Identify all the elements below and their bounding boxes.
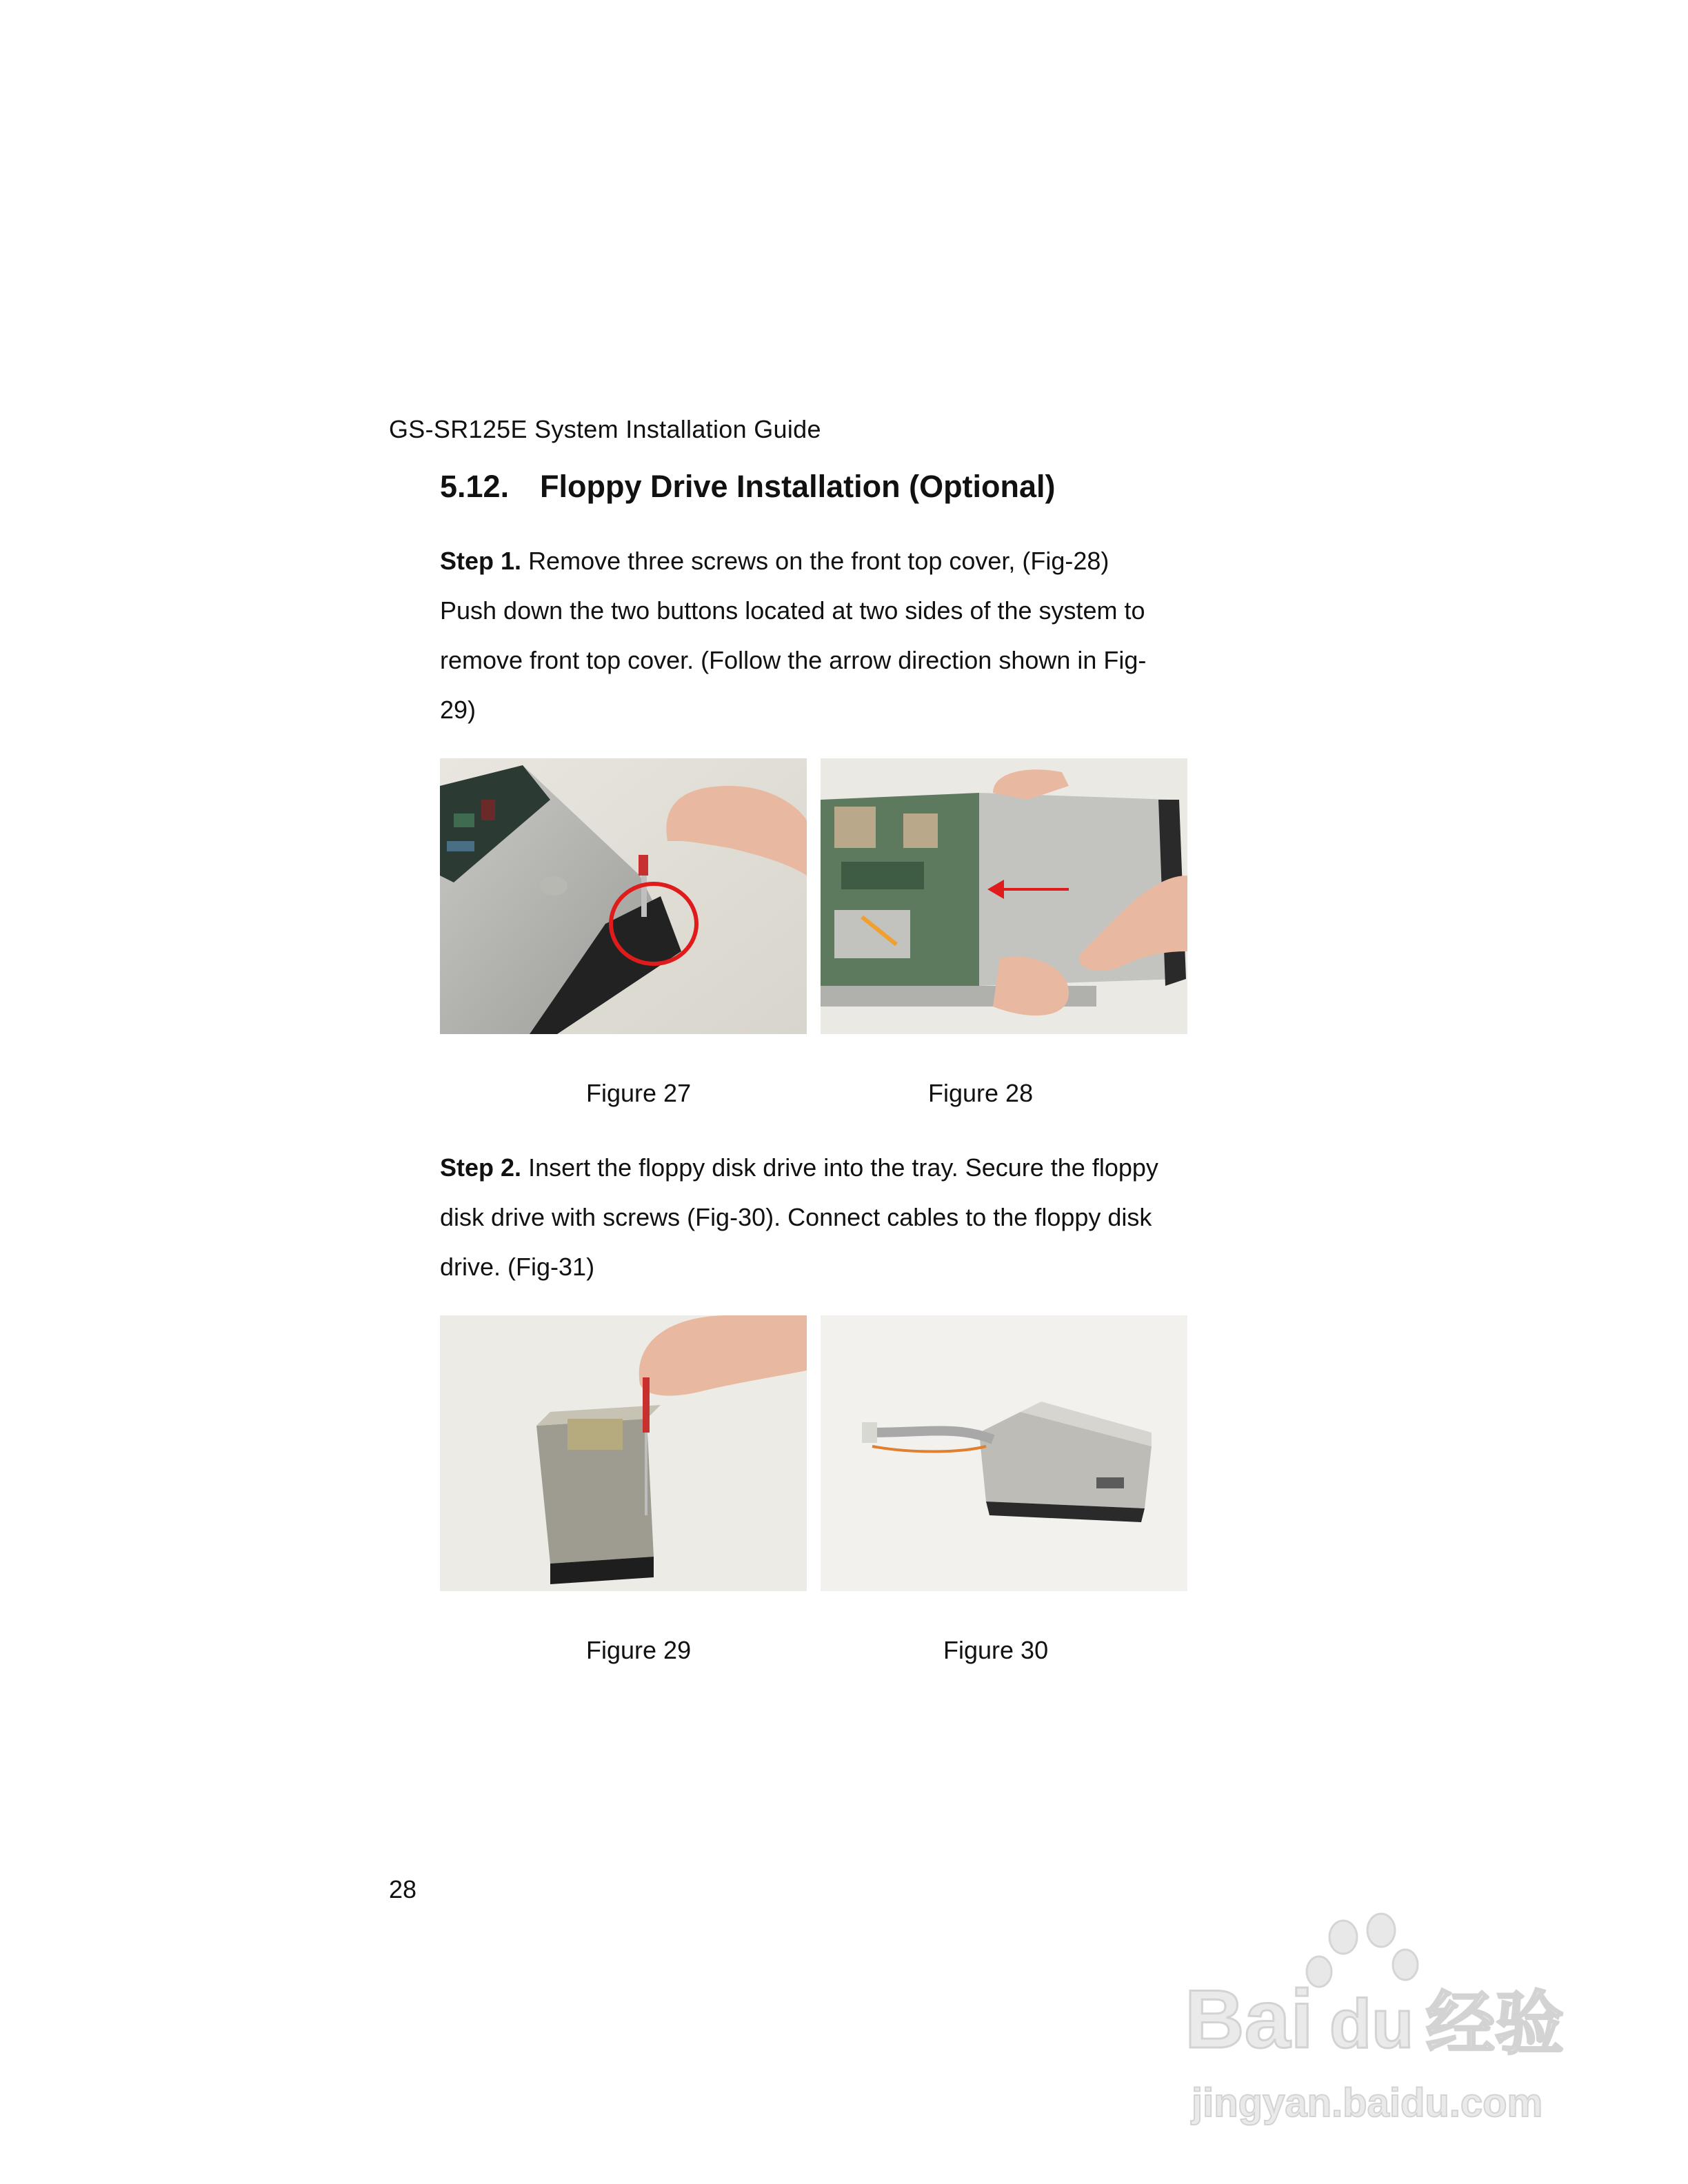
figure-30-caption: Figure 30 [943,1636,1049,1664]
step2-line1: Insert the floppy disk drive into the tray. Secure the floppy [528,1153,1158,1182]
figure-27-caption: Figure 27 [586,1079,692,1107]
running-header: GS-SR125E System Installation Guide [389,415,821,443]
step1-label: Step 1. [440,547,522,575]
step1-line3: remove front top cover. (Follow the arrow direction shown in Fig- [440,646,1147,674]
paw-logo-icon [1185,1910,1598,2137]
step1-paragraph [440,536,1240,735]
step1-line4: 29) [440,696,476,724]
svg-text:Bai: Bai [1185,1973,1314,2065]
step1-line2: Push down the two buttons located at two sides of the system to [440,596,1145,625]
svg-text:jingyan.baidu.com: jingyan.baidu.com [1192,2081,1543,2125]
figure-28-caption: Figure 28 [928,1079,1034,1107]
step2-line2: disk drive with screws (Fig-30). Connect cables to the floppy disk [440,1203,1152,1231]
figure-30-photo [821,1315,1187,1591]
figure-28-photo [821,758,1187,1034]
step2-label: Step 2. [440,1153,522,1182]
section-title [440,469,1056,505]
svg-text:du: du [1329,1985,1414,2063]
step2-line3: drive. (Fig-31) [440,1253,595,1281]
section-heading: Floppy Drive Installation (Optional) [540,469,1056,504]
figure-29-caption: Figure 29 [586,1636,692,1664]
figure-29-photo [440,1315,807,1591]
step1-line1: Remove three screws on the front top cover, (Fig-28) [528,547,1109,575]
baidu-jingyan-watermark [1185,1910,1598,2137]
svg-text:经验: 经验 [1426,1983,1564,2064]
step2-paragraph [440,1143,1240,1292]
page-number: 28 [389,1875,417,1903]
figure-27-photo [440,758,807,1034]
section-number: 5.12. [440,469,510,504]
